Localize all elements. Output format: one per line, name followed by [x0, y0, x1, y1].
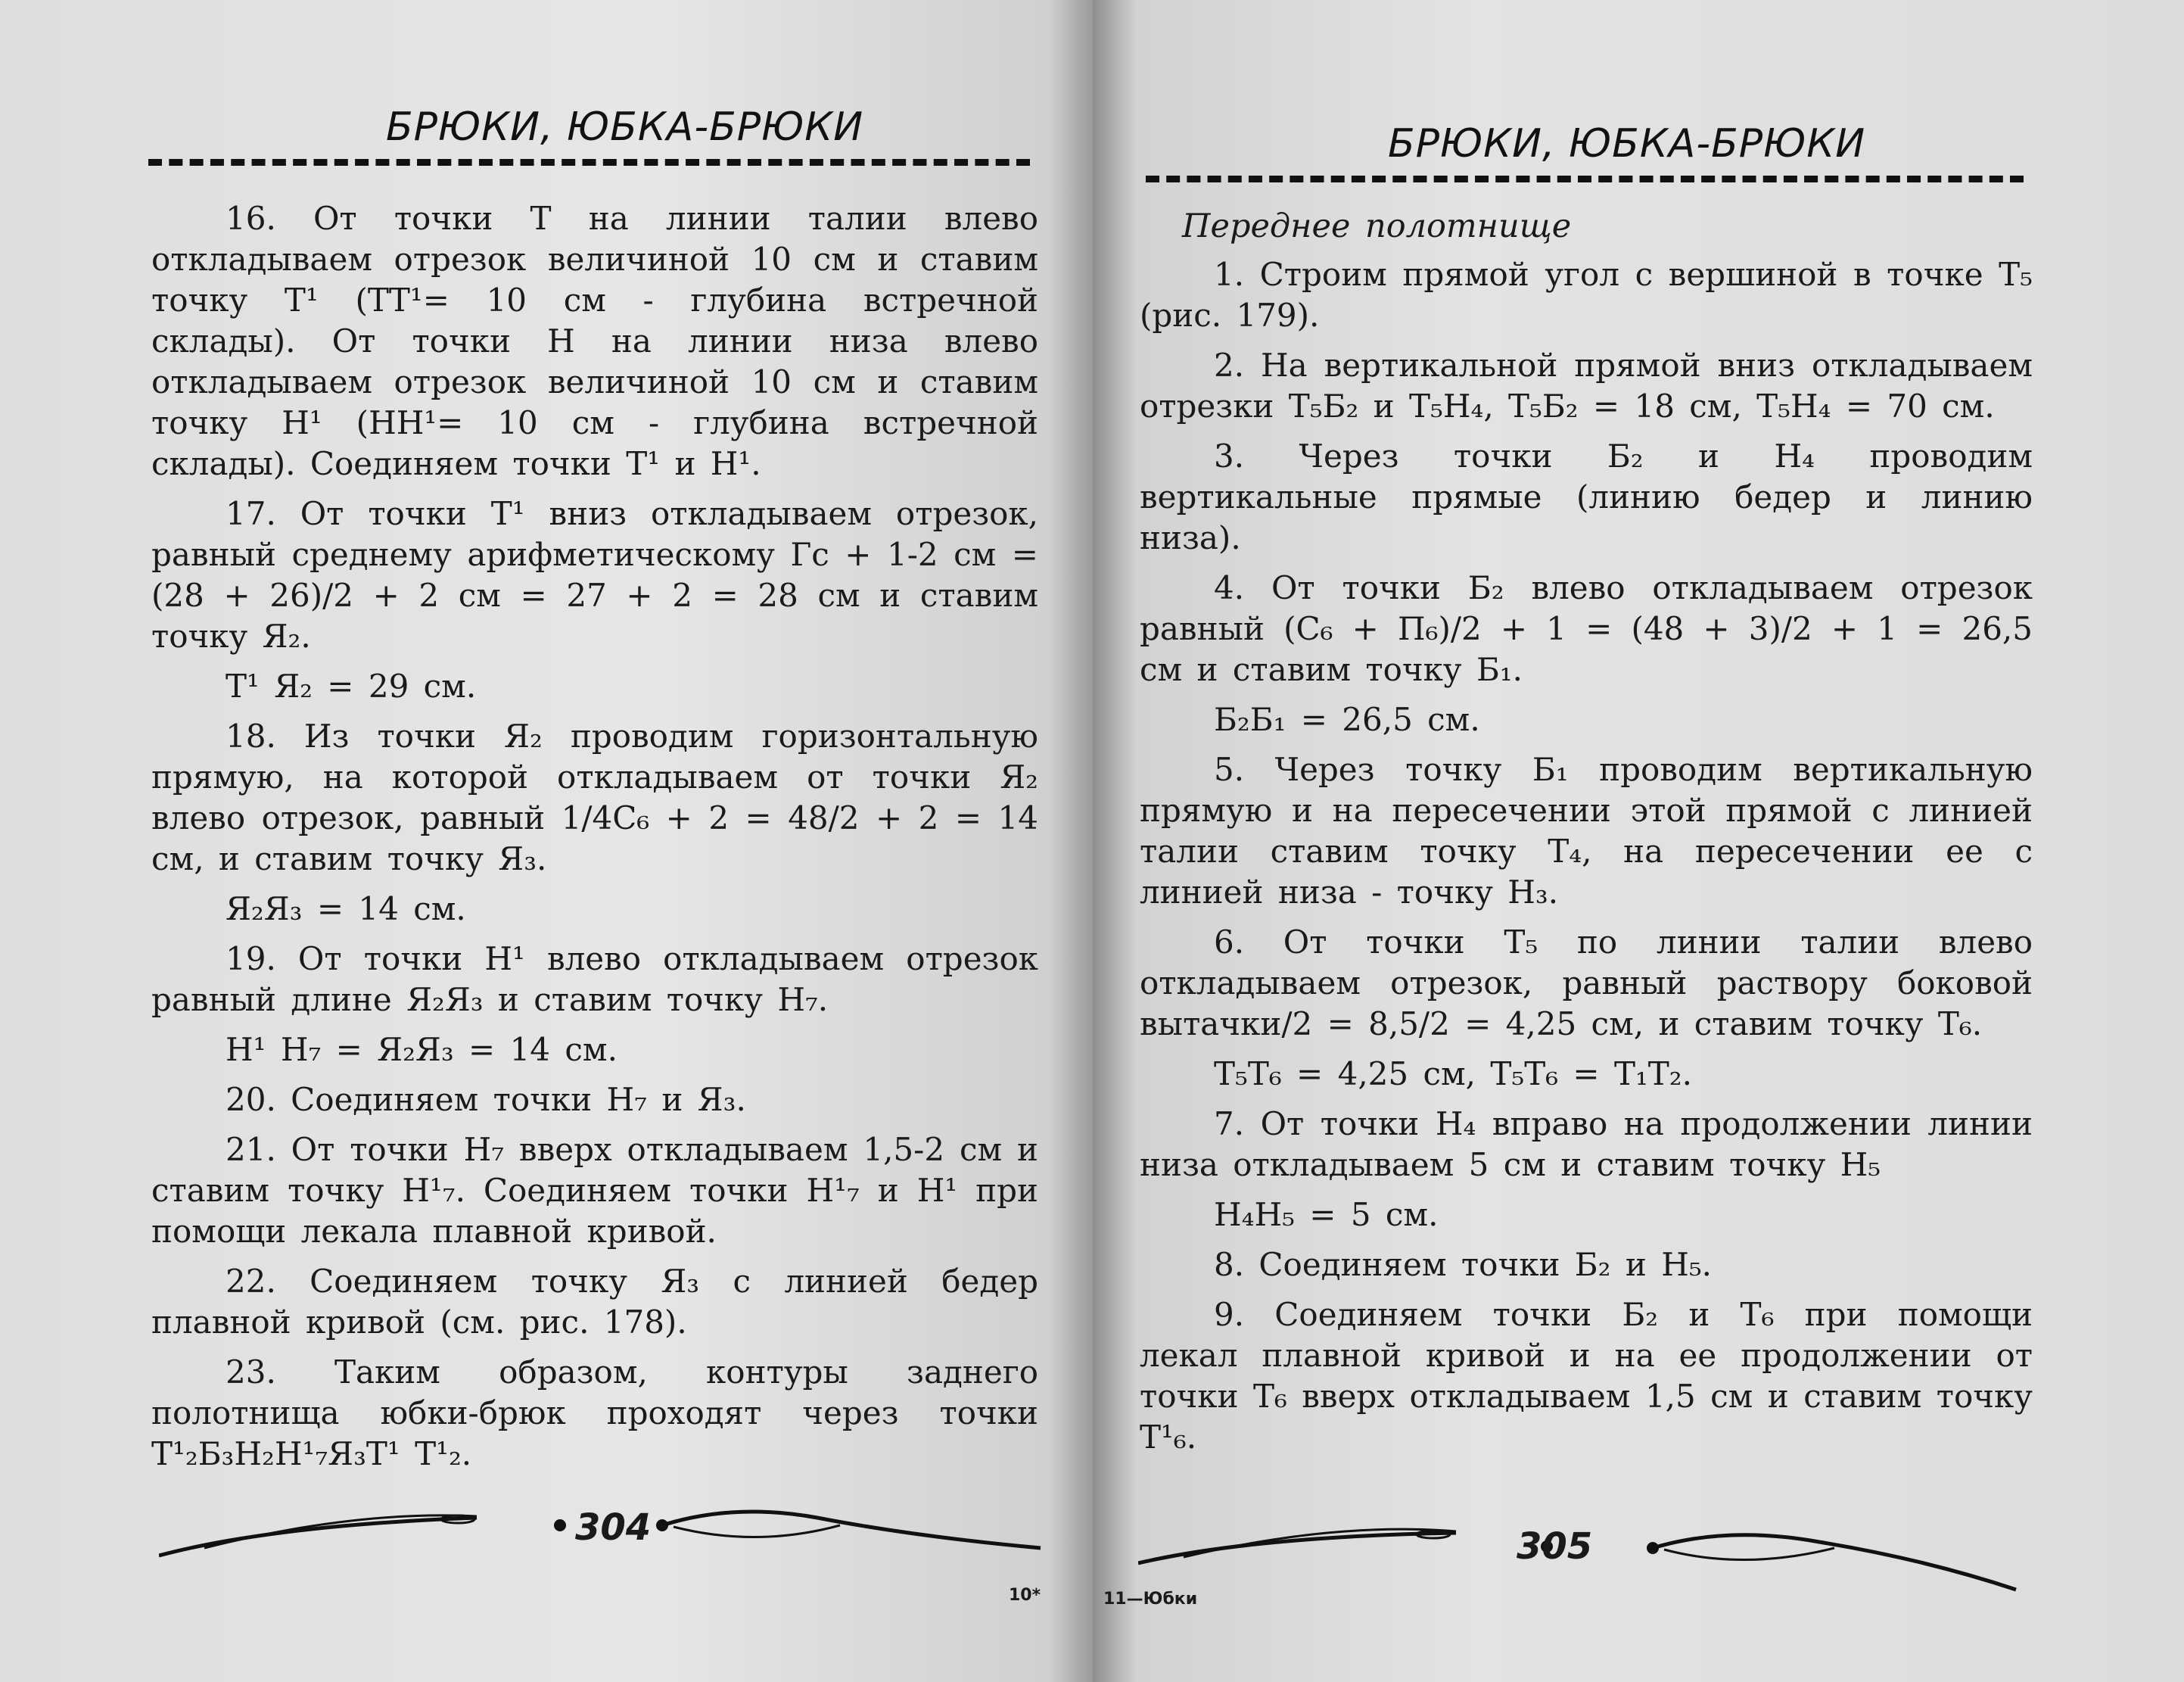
- paragraph: 18. Из точки Я₂ проводим горизонтальную прямую, на которой откладываем от точки Я₂ влево отрезок, равный 1/4С₆ + 2 = 48/2 + 2 = 14 см, и ставим точку Я₃.: [151, 718, 1038, 877]
- paragraph: 2. На вертикальной прямой вниз откладываем отрезки Т₅Б₂ и Т₅Н₄, Т₅Б₂ = 18 см, Т₅Н₄ = 70 см.: [1140, 347, 2033, 425]
- paragraph: 20. Соединяем точки Н₇ и Я₃.: [226, 1081, 746, 1118]
- formula-line: Т₅Т₆ = 4,25 см, Т₅Т₆ = Т₁Т₂.: [1214, 1055, 1692, 1092]
- paragraph: 7. От точки Н₄ вправо на продолжении линии низа откладываем 5 см и ставим точку Н₅: [1140, 1105, 2033, 1183]
- formula-line: Б₂Б₁ = 26,5 см.: [1214, 701, 1480, 738]
- formula-line: Я₂Я₃ = 14 см.: [226, 890, 466, 927]
- paragraph: 4. От точки Б₂ влево откладываем отрезок равный (С₆ + П₆)/2 + 1 = (48 + 3)/2 + 1 = 26,5 см и ставим точку Б₁.: [1140, 569, 2033, 688]
- running-head: БРЮКИ, ЮБКА-БРЮКИ: [386, 104, 864, 150]
- right-text-block: [1140, 206, 2033, 1467]
- paragraph: 9. Соединяем точки Б₂ и Т₆ при помощи лекал плавной кривой и на ее продолжении от точки Т₆ вверх откладываем 1,5 см и ставим точку Т¹₆.: [1140, 1296, 2033, 1456]
- header-dashed-rule: [1146, 176, 2024, 182]
- paragraph: 17. От точки Т¹ вниз откладываем отрезок, равный среднему арифметическому Гс + 1-2 см = (28 + 26)/2 + 2 см = 27 + 2 = 28 см и ставим точку Я₂.: [151, 495, 1038, 655]
- paragraph: 1. Строим прямой угол с вершиной в точке Т₅ (рис. 179).: [1140, 256, 2033, 334]
- page-number: 305: [1517, 1525, 1593, 1568]
- paragraph: 19. От точки Н¹ влево откладываем отрезок равный длине Я₂Я₃ и ставим точку Н₇.: [151, 940, 1038, 1018]
- formula-line: Н₄Н₅ = 5 см.: [1214, 1196, 1439, 1233]
- paragraph: 22. Соединяем точку Я₃ с линией бедер плавной кривой (см. рис. 178).: [151, 1263, 1038, 1341]
- left-text-block: [151, 198, 1038, 1484]
- paragraph: 5. Через точку Б₁ проводим вертикальную прямую и на пересечении этой прямой с линией талии ставим точку Т₄, на пересечении ее с линией низа - точку Н₃.: [1140, 751, 2033, 911]
- paragraph: 3. Через точки Б₂ и Н₄ проводим вертикальные прямые (линию бедер и линию низа).: [1140, 438, 2033, 556]
- section-subtitle: Переднее полотнище: [1182, 207, 1572, 245]
- signature-mark: 10*: [1009, 1586, 1041, 1605]
- paragraph: 8. Соединяем точки Б₂ и Н₅.: [1214, 1246, 1713, 1283]
- paragraph: 21. От точки Н₇ вверх откладываем 1,5-2 см и ставим точку Н¹₇. Соединяем точки Н¹₇ и Н¹ при помощи лекала плавной кривой.: [151, 1131, 1038, 1250]
- formula-line: Н¹ Н₇ = Я₂Я₃ = 14 см.: [226, 1031, 618, 1068]
- page-number: 304: [575, 1506, 652, 1549]
- paragraph: 6. От точки Т₅ по линии талии влево откладываем отрезок, равный раствору боковой вытачки/2 = 8,5/2 = 4,25 см, и ставим точку Т₆.: [1140, 924, 2033, 1042]
- paragraph: 16. От точки Т на линии талии влево откладываем отрезок величиной 10 см и ставим точку Т¹ (ТТ¹= 10 см - глубина встречной склады). От точки Н на линии низа влево откладываем отрезок величиной 10 см и ставим точку Н¹ (НН¹= 10 см - глубина встречной склады). Соединяем точки Т¹ и Н¹.: [151, 200, 1038, 482]
- formula-line: Т¹ Я₂ = 29 см.: [226, 668, 477, 705]
- paragraph: 23. Таким образом, контуры заднего полотнища юбки-брюк проходят через точки Т¹₂Б₃Н₂Н¹₇Я₃Т¹ Т¹₂.: [151, 1353, 1038, 1472]
- signature-mark: 11—Юбки: [1103, 1590, 1198, 1609]
- right-page: [1093, 0, 2184, 1682]
- header-dashed-rule: [148, 159, 1030, 166]
- running-head: БРЮКИ, ЮБКА-БРЮКИ: [1388, 121, 1866, 167]
